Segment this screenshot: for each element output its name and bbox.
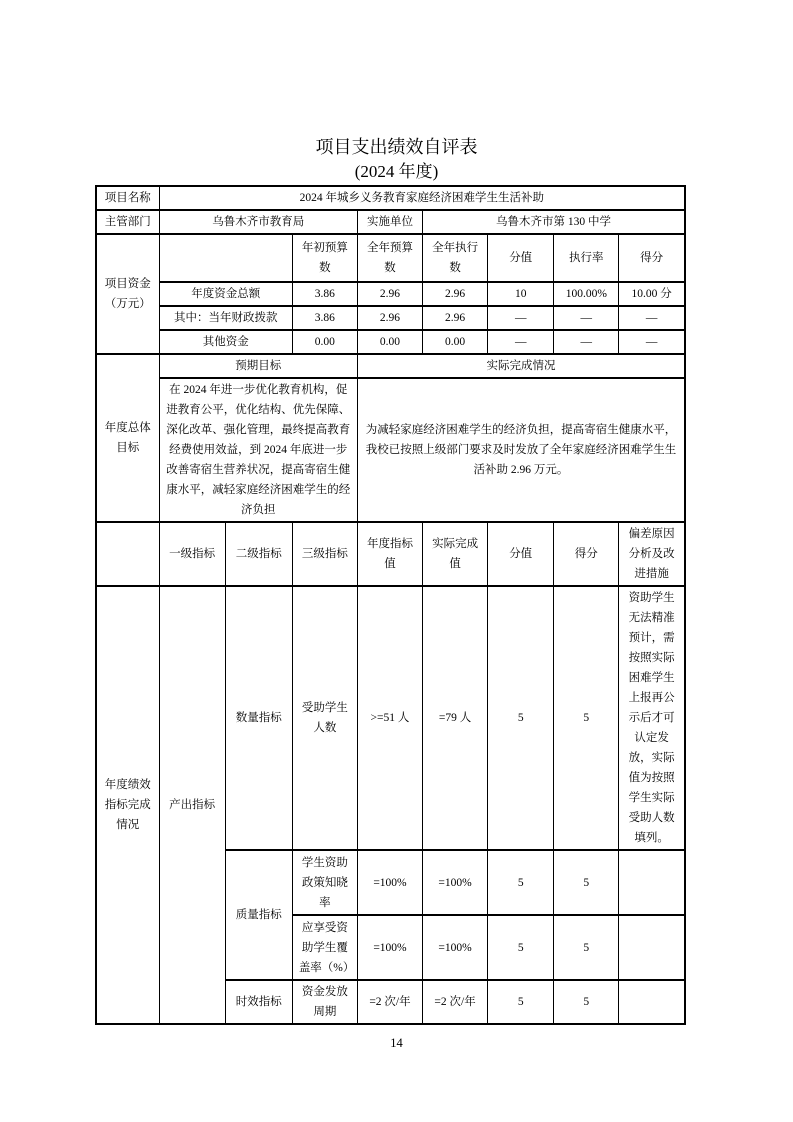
- indicator-actual: =79 人: [423, 586, 488, 850]
- level3-indicator: 受助学生人数: [292, 586, 357, 850]
- indicator-actual: =2 次/年: [423, 980, 488, 1024]
- level3-indicator: 学生资助政策知晓率: [292, 850, 357, 915]
- annual-goal-label-line2: 目标: [116, 442, 140, 454]
- level2-indicator: 数量指标: [225, 586, 292, 850]
- project-name-label: 项目名称: [96, 186, 159, 210]
- col-header-annual-execution: 全年执行数: [423, 234, 488, 282]
- col-header-actual-value: 实际完成值: [423, 522, 488, 586]
- funding-label-line2: （万元）: [104, 298, 151, 310]
- table-row: [96, 378, 685, 522]
- indicator-section-label: [96, 586, 159, 1024]
- table-row: [96, 522, 685, 586]
- level2-indicator: 质量指标: [225, 850, 292, 980]
- table-row: [96, 354, 685, 378]
- funding-section-label: [96, 234, 159, 354]
- table-row: [96, 586, 685, 850]
- table-row: [96, 330, 685, 354]
- actual-completion-header: 实际完成情况: [357, 354, 685, 378]
- indicator-score-value: 5: [488, 980, 554, 1024]
- col-header-score-value: 分值: [488, 522, 554, 586]
- funding-value: —: [619, 306, 685, 330]
- empty-cell: [96, 522, 159, 586]
- level3-indicator: 资金发放周期: [292, 980, 357, 1024]
- level2-indicator: 时效指标: [225, 980, 292, 1024]
- funding-value: —: [554, 330, 619, 354]
- indicator-actual: =100%: [423, 850, 488, 915]
- indicator-actual: =100%: [423, 915, 488, 980]
- empty-cell: [159, 234, 292, 282]
- col-header-score-value: 分值: [488, 234, 554, 282]
- funding-value: 10: [488, 282, 554, 306]
- funding-value: 100.00%: [554, 282, 619, 306]
- table-row: [96, 234, 685, 282]
- indicator-score-value: 5: [488, 850, 554, 915]
- funding-value: —: [488, 306, 554, 330]
- col-header-initial-budget: 年初预算数: [292, 234, 357, 282]
- col-header-score: 得分: [619, 234, 685, 282]
- indicator-section-line3: 情况: [116, 819, 140, 831]
- unit-value: 乌鲁木齐市第 130 中学: [423, 210, 685, 234]
- annual-goal-label-line1: 年度总体: [104, 422, 151, 434]
- funding-value: 10.00 分: [619, 282, 685, 306]
- table-row: [96, 210, 685, 234]
- dept-value: 乌鲁木齐市教育局: [159, 210, 357, 234]
- funding-value: 2.96: [357, 282, 422, 306]
- funding-value: 2.96: [357, 306, 422, 330]
- actual-completion-text: 为减轻家庭经济困难学生的经济负担，提高寄宿生健康水平，我校已按照上级部门要求及时发放了全年家庭经济困难学生生活补助 2.96 万元。: [357, 378, 685, 522]
- col-header-level3-indicator: 三级指标: [292, 522, 357, 586]
- funding-value: 2.96: [423, 282, 488, 306]
- deviation-analysis: [619, 850, 685, 915]
- funding-value: 0.00: [292, 330, 357, 354]
- funding-row-label: 其他资金: [159, 330, 292, 354]
- col-header-level1-indicator: 一级指标: [159, 522, 225, 586]
- funding-value: 0.00: [423, 330, 488, 354]
- indicator-target: >=51 人: [357, 586, 422, 850]
- indicator-score-value: 5: [488, 915, 554, 980]
- funding-value: —: [554, 306, 619, 330]
- indicator-target: =100%: [357, 915, 422, 980]
- indicator-score: 5: [554, 850, 619, 915]
- table-row: [96, 282, 685, 306]
- indicator-section-line2: 指标完成: [104, 799, 151, 811]
- funding-row-label: 其中：当年财政拨款: [159, 306, 292, 330]
- page-title: 项目支出绩效自评表: [315, 137, 478, 157]
- self-evaluation-table: [95, 185, 686, 1025]
- indicator-score: 5: [554, 586, 619, 850]
- page-subtitle: (2024 年度): [354, 162, 439, 181]
- table-row: [96, 306, 685, 330]
- col-header-execution-rate: 执行率: [554, 234, 619, 282]
- funding-value: 3.86: [292, 282, 357, 306]
- expected-goal-header: 预期目标: [159, 354, 357, 378]
- funding-label-line1: 项目资金: [104, 278, 151, 290]
- deviation-analysis: [619, 980, 685, 1024]
- funding-value: —: [488, 330, 554, 354]
- indicator-target: =100%: [357, 850, 422, 915]
- deviation-analysis: 资助学生无法精准预计，需按照实际困难学生上报再公示后才可认定发放，实际值为按照学生实际受助人数填列。: [619, 586, 685, 850]
- funding-value: —: [619, 330, 685, 354]
- indicator-section-line1: 年度绩效: [104, 779, 151, 791]
- col-header-level2-indicator: 二级指标: [225, 522, 292, 586]
- unit-label: 实施单位: [357, 210, 422, 234]
- col-header-deviation: 偏差原因分析及改进措施: [619, 522, 685, 586]
- dept-label: 主管部门: [96, 210, 159, 234]
- col-header-annual-budget: 全年预算数: [357, 234, 422, 282]
- project-name-value: 2024 年城乡义务教育家庭经济困难学生生活补助: [159, 186, 685, 210]
- table-row: [96, 186, 685, 210]
- indicator-target: =2 次/年: [357, 980, 422, 1024]
- deviation-analysis: [619, 915, 685, 980]
- col-header-annual-target: 年度指标值: [357, 522, 422, 586]
- funding-value: 2.96: [423, 306, 488, 330]
- level3-indicator: 应享受资助学生覆盖率（%）: [292, 915, 357, 980]
- expected-goal-text: 在 2024 年进一步优化教育机构，促进教育公平，优化结构、优先保障、深化改革、强化管理，最终提高教育经费使用效益，到 2024 年底进一步改善寄宿生营养状况，提高寄宿生健康水平，减轻家庭经济困难学生的经济负担: [159, 378, 357, 522]
- page-number: 14: [390, 1036, 403, 1050]
- level1-indicator: 产出指标: [159, 586, 225, 1024]
- indicator-score: 5: [554, 980, 619, 1024]
- indicator-score: 5: [554, 915, 619, 980]
- funding-value: 3.86: [292, 306, 357, 330]
- indicator-score-value: 5: [488, 586, 554, 850]
- funding-value: 0.00: [357, 330, 422, 354]
- col-header-score: 得分: [554, 522, 619, 586]
- annual-goal-label: [96, 354, 159, 522]
- funding-row-label: 年度资金总额: [159, 282, 292, 306]
